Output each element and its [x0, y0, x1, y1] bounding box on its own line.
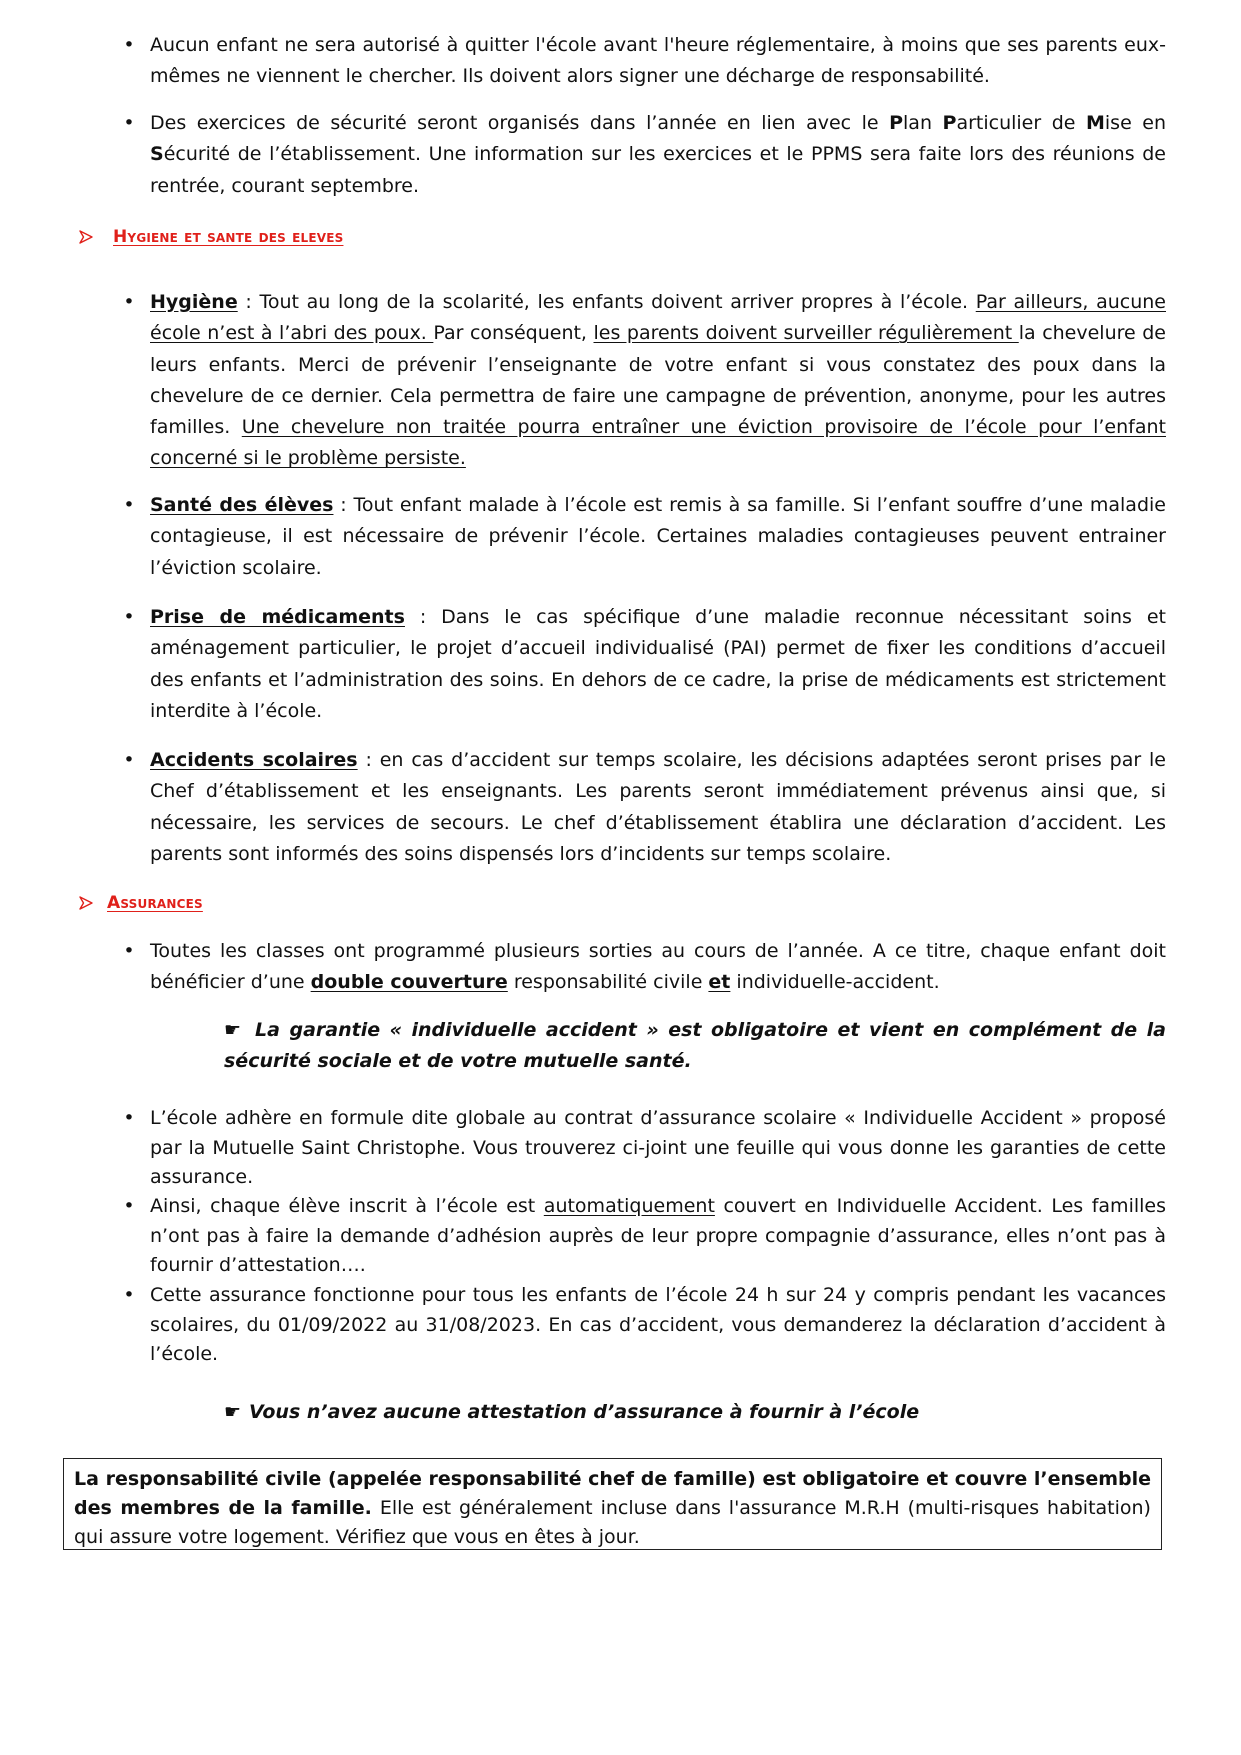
bullet-sante — [123, 490, 1166, 584]
bullet-early-departure — [123, 30, 1166, 93]
pointing-hand-icon: ☛ — [224, 1401, 242, 1423]
sorties-bold-1: double couverture — [310, 971, 508, 994]
arrowhead-bullet-icon — [79, 896, 93, 910]
heading-hygiene-title: Hygiene et sante des eleves — [113, 227, 344, 247]
note-attestation — [224, 1397, 1166, 1428]
accidents-text: : en cas d’accident sur temps scolaire, les décisions adaptées seront prises par le Chef d’établissement et les enseignants. Les parents seront immédiatement prévenus ainsi que, si nécessaire, les services de secours. Le chef d’établissement établira une déclaration d’accident. Les parents sont informés des soins dispensés lors d’incidents sur temps scolaire. — [150, 749, 1166, 865]
heading-assurances — [79, 893, 203, 913]
ppms-word-mise: ise en — [1104, 112, 1167, 134]
hygiene-term: Hygiène — [150, 291, 238, 313]
sorties-text-2: responsabilité civile — [507, 971, 709, 994]
box-bold-text: La responsabilité civile (appelée responsabilité chef de famille) est obligatoire et couvre l’ensemble des membres de la famille. — [74, 1468, 1151, 1519]
ainsi-underline: automatiquement — [543, 1195, 715, 1217]
ppms-word-plan: lan — [903, 112, 943, 134]
ppms-word-particulier: articulier de — [956, 112, 1086, 134]
bullet-adhere — [123, 1104, 1166, 1193]
adhere-text: L’école adhère en formule dite globale au contrat d’assurance scolaire « Individuelle Accident » proposé par la Mutuelle Saint Christophe. Vous trouverez ci-joint une feuille qui vous donne les garanties de cette assurance. — [150, 1107, 1166, 1188]
ppms-letter-p2: P — [942, 112, 957, 134]
bullet-marker: • — [123, 494, 135, 516]
bullet-marker: • — [123, 34, 135, 56]
early-departure-text: Aucun enfant ne sera autorisé à quitter l'école avant l'heure réglementaire, à moins que ses parents eux-mêmes ne viennent le chercher. Ils doivent alors signer une décharge de responsabilité. — [150, 34, 1166, 88]
hygiene-text-3: la chevelure de leurs enfants. Merci de prévenir l’enseignante de votre enfant si vous constatez des poux dans la chevelure de ce dernier. Cela permettra de faire une campagne de prévention, anonyme, pour les autres familles. — [150, 322, 1166, 439]
hygiene-underline-2: les parents doivent surveiller régulièrement — [593, 322, 1019, 345]
note-attestation-text: Vous n’avez aucune attestation d’assurance à fournir à l’école — [249, 1401, 920, 1423]
safety-text-a: Des exercices de sécurité seront organisés dans l’année en lien avec le — [150, 112, 890, 134]
bullet-marker: • — [123, 749, 135, 771]
ainsi-text-1: Ainsi, chaque élève inscrit à l’école est — [150, 1195, 544, 1217]
bullet-ainsi — [123, 1192, 1166, 1281]
sante-text: : Tout enfant malade à l’école est remis à sa famille. Si l’enfant souffre d’une maladie contagieuse, il est nécessaire de prévenir l’école. Certaines maladies contagieuses peuvent entrainer l’éviction scolaire. — [150, 494, 1166, 579]
hygiene-underline-3: Une chevelure non traitée pourra entraîner une éviction provisoire de l’école pour l’enfant concerné si le problème persiste. — [150, 416, 1166, 470]
bullet-marker: • — [123, 1107, 135, 1129]
bullet-safety-drills — [123, 108, 1167, 202]
responsabilite-civile-box — [63, 1458, 1162, 1550]
bullet-sorties — [123, 936, 1166, 999]
hygiene-text-1: : Tout au long de la scolarité, les enfants doivent arriver propres à l’école. — [237, 291, 976, 313]
box-text: Elle est généralement incluse dans l'assurance M.R.H (multi-risques habitation) qui assure votre logement. Vérifiez que vous en êtes à jour. — [74, 1497, 1151, 1548]
ppms-letter-m: M — [1085, 112, 1105, 134]
accidents-term: Accidents scolaires — [150, 749, 358, 771]
hygiene-underline-1: Par ailleurs, aucune école n’est à l’abri des poux. — [150, 291, 1166, 345]
heading-hygiene — [79, 227, 343, 247]
bullet-fonctionne — [123, 1281, 1166, 1370]
hygiene-text-2: Par conséquent, — [433, 322, 594, 345]
bullet-accidents — [123, 745, 1166, 870]
medicaments-term: Prise de médicaments — [150, 606, 405, 628]
heading-assurances-title: Assurances — [107, 893, 203, 913]
sorties-bold-2: et — [708, 971, 731, 994]
ppms-letter-p: P — [889, 112, 904, 134]
bullet-medicaments — [123, 602, 1167, 727]
bullet-marker: • — [123, 940, 135, 962]
medicaments-text: : Dans le cas spécifique d’une maladie reconnue nécessitant soins et aménagement particulier, le projet d’accueil individualisé (PAI) permet de fixer les conditions d’accueil des enfants et l’administration des soins. En dehors de ce cadre, la prise de médicaments est strictement interdite à l’école. — [150, 606, 1167, 722]
bullet-marker: • — [123, 1284, 135, 1306]
bullet-hygiene — [123, 287, 1166, 475]
ppms-word-securite: écurité de l’établissement. Une information sur les exercices et le PPMS sera faite lors des réunions de rentrée, courant septembre. — [150, 143, 1166, 197]
fonctionne-text: Cette assurance fonctionne pour tous les enfants de l’école 24 h sur 24 y compris pendant les vacances scolaires, du 01/09/2022 au 31/08/2023. En cas d’accident, vous demanderez la déclaration d’accident à l’école. — [150, 1284, 1166, 1365]
ppms-letter-s: S — [150, 143, 164, 166]
pointing-hand-icon: ☛ — [224, 1019, 242, 1041]
sorties-text-1: Toutes les classes ont programmé plusieurs sorties au cours de l’année. A ce titre, chaque enfant doit bénéficier d’une — [150, 940, 1166, 994]
bullet-marker: • — [123, 291, 135, 313]
sorties-text-3: individuelle-accident. — [730, 971, 940, 994]
arrowhead-bullet-icon — [79, 230, 93, 244]
sante-term: Santé des élèves — [150, 494, 334, 516]
bullet-marker: • — [123, 606, 135, 628]
note-garantie — [224, 1015, 1166, 1077]
ainsi-text-2: couvert en Individuelle Accident. Les familles n’ont pas à faire la demande d’adhésion auprès de leur propre compagnie d’assurance, elles n’ont pas à fournir d’attestation…. — [150, 1195, 1166, 1276]
bullet-marker: • — [123, 1195, 135, 1217]
note-garantie-text: La garantie « individuelle accident » est obligatoire et vient en complément de la sécurité sociale et de votre mutuelle santé. — [224, 1019, 1166, 1072]
bullet-marker: • — [123, 112, 135, 134]
